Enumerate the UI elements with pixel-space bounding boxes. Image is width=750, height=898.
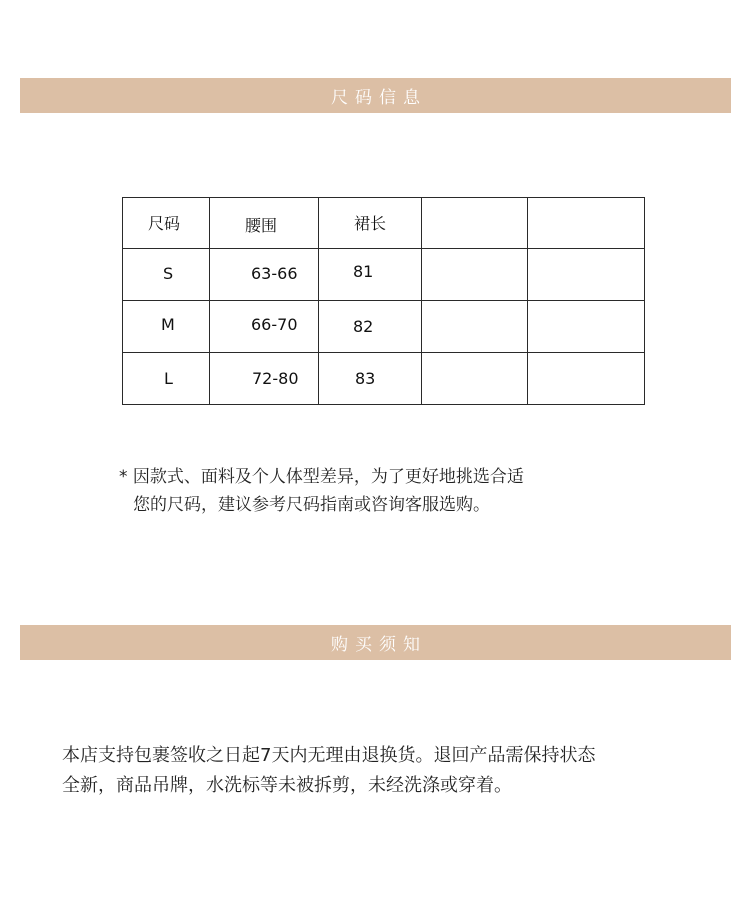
purchase-notice-text <box>62 741 722 801</box>
size-note-line-1: * 因款式、面料及个人体型差异，为了更好地挑选合适 <box>119 467 524 487</box>
empty-cell <box>528 301 645 353</box>
waist-cell: 72-80 <box>210 353 319 405</box>
header-cell-empty-5 <box>528 198 645 249</box>
waist-cell: 66-70 <box>210 301 319 353</box>
length-cell: 81 <box>319 249 422 301</box>
size-info-title: 尺码信息 <box>331 88 427 108</box>
size-cell: L <box>123 353 210 405</box>
table-row <box>123 301 645 353</box>
header-cell-skirt-length: 裙长 <box>319 198 422 249</box>
purchase-notice-title: 购买须知 <box>331 635 427 655</box>
size-cell: M <box>123 301 210 353</box>
size-table <box>122 197 645 405</box>
size-note-line-2: 您的尺码，建议参考尺码指南或咨询客服选购。 <box>133 495 490 515</box>
notice-line-1: 本店支持包裹签收之日起7天内无理由退换货。退回产品需保持状态 <box>62 745 596 766</box>
length-cell: 82 <box>319 301 422 353</box>
size-cell: S <box>123 249 210 301</box>
size-note <box>119 463 679 519</box>
length-cell: 83 <box>319 353 422 405</box>
table-row <box>123 353 645 405</box>
empty-cell <box>528 353 645 405</box>
notice-line-2: 全新，商品吊牌，水洗标等未被拆剪，未经洗涤或穿着。 <box>62 775 512 796</box>
header-cell-size: 尺码 <box>123 198 210 249</box>
table-row <box>123 249 645 301</box>
purchase-notice-banner <box>20 625 731 660</box>
table-header-row <box>123 198 645 249</box>
size-info-banner <box>20 78 731 113</box>
header-cell-waist: 腰围 <box>210 198 319 249</box>
waist-cell: 63-66 <box>210 249 319 301</box>
empty-cell <box>528 249 645 301</box>
